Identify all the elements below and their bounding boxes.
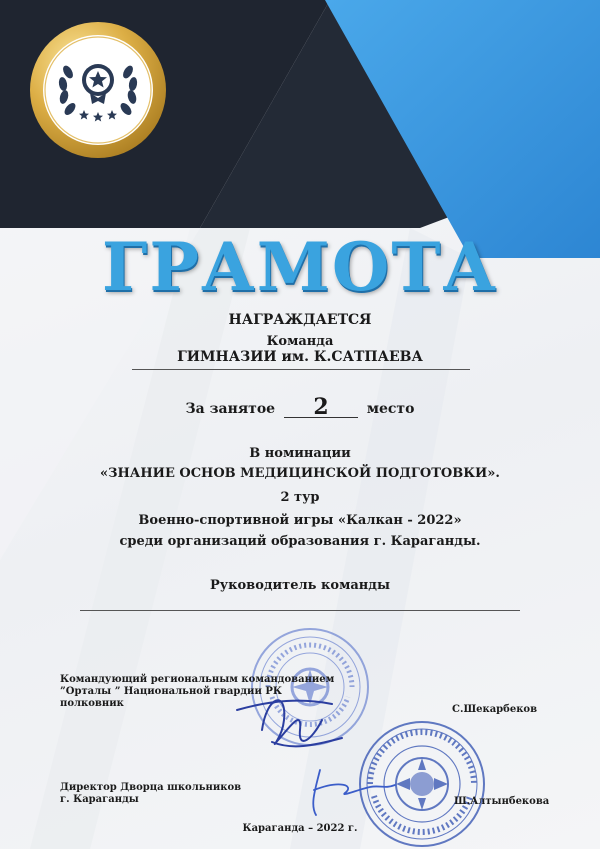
event-name: Военно-спортивной игры «Калкан - 2022» <box>138 513 462 528</box>
signatory-1-position <box>60 674 334 710</box>
team-leader-label: Руководитель команды <box>210 578 390 593</box>
award-heading: НАГРАЖДАЕТСЯ <box>228 312 372 328</box>
signatory-1-line-2: ”Орталы ” Национальной гвардии РК <box>60 686 282 697</box>
signatory-2-name: Ш.Алтынбекова <box>454 796 550 807</box>
place-after: место <box>366 401 415 417</box>
signatory-1-line-1: Командующий региональным командованием <box>60 674 335 685</box>
place-before: За занятое <box>185 401 276 417</box>
audience-line: среди организаций образования г. Караганды. <box>119 534 481 549</box>
place-value: 2 <box>284 397 358 418</box>
recipient-name: ГИМНАЗИИ им. К.САТПАЕВА <box>177 349 423 365</box>
footer-place-date: Караганда – 2022 г. <box>242 823 358 834</box>
round-label: 2 тур <box>280 490 320 505</box>
laurel-star-medal-icon <box>28 20 168 160</box>
signatory-2-position <box>60 782 241 806</box>
team-leader-underline <box>80 610 520 611</box>
signatory-2-line-2: г. Караганды <box>60 794 139 805</box>
nomination-prefix: В номинации <box>249 446 351 461</box>
signatory-2-line-1: Директор Дворца школьников <box>60 782 242 793</box>
signatory-1-line-3: полковник <box>60 698 124 709</box>
recipient-prefix: Команда <box>266 334 334 349</box>
recipient-underline <box>132 369 470 370</box>
nomination-name: «ЗНАНИЕ ОСНОВ МЕДИЦИНСКОЙ ПОДГОТОВКИ». <box>100 466 500 481</box>
certificate-title: ГРАМОТА <box>101 228 499 306</box>
place-row <box>0 394 600 420</box>
signature-2 <box>300 745 410 825</box>
signatory-1-name: С.Шекарбеков <box>452 704 538 715</box>
